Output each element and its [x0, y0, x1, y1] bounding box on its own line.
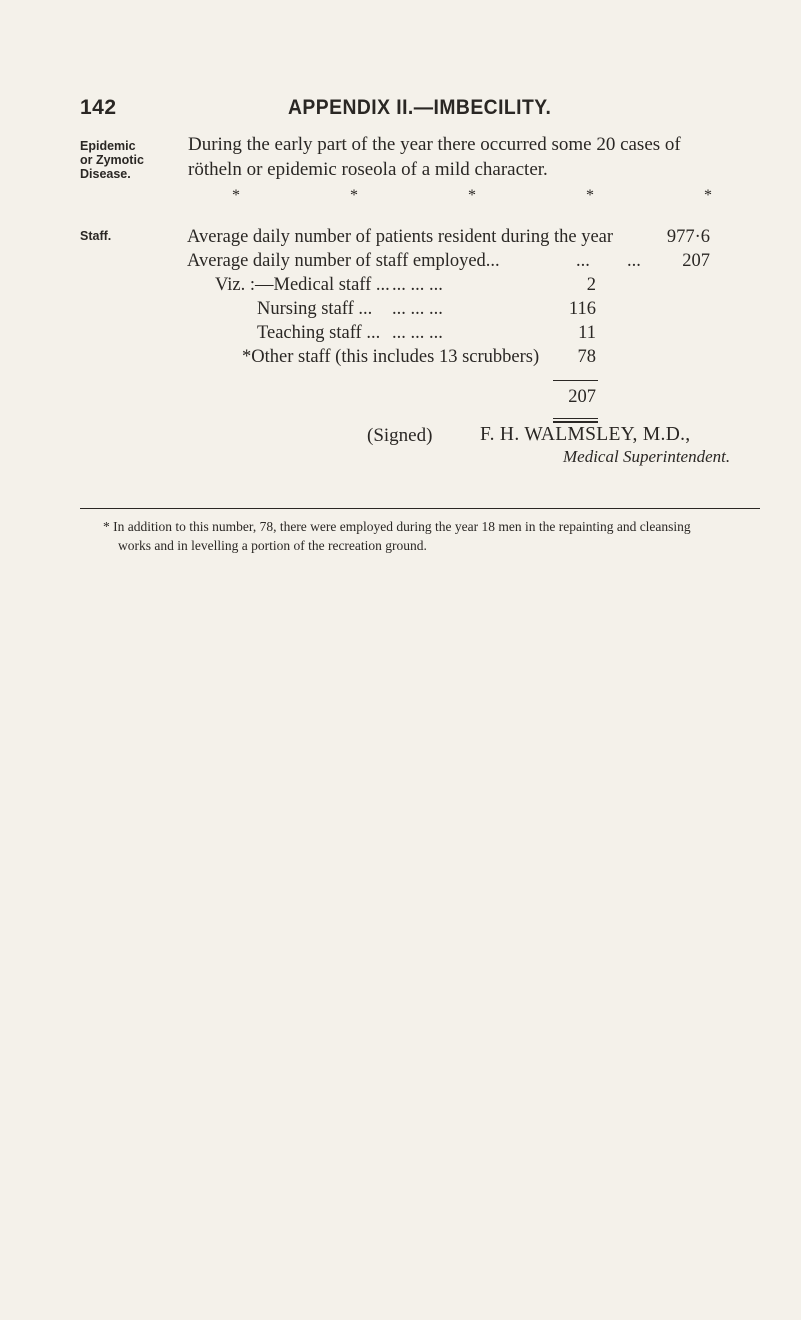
- staff-row-label: Nursing staff ...: [257, 299, 373, 319]
- margin-note-line: Disease.: [80, 167, 131, 181]
- staff-row-value: 116: [568, 299, 596, 319]
- page-number: 142: [80, 96, 117, 119]
- total-double-rule-top: [553, 418, 598, 419]
- asterisk: *: [350, 187, 358, 204]
- total-double-rule-bottom: [553, 421, 598, 423]
- staff-row-label: Viz. :—Medical staff ...: [215, 275, 390, 295]
- footnote-line-1: * In addition to this number, 78, there were employed during the year 18 men in the repainting and cleansing: [103, 519, 691, 534]
- patients-value: 977·6: [666, 227, 710, 247]
- staff-total: 207: [568, 387, 596, 407]
- paragraph-line-1: During the early part of the year there occurred some 20 cases of: [188, 134, 681, 155]
- asterisk: *: [468, 187, 476, 204]
- leader-dots: ... ... ...: [392, 275, 443, 295]
- margin-note-epidemic: [80, 139, 144, 181]
- staff-employed-label: Average daily number of staff employed...: [187, 251, 500, 271]
- leader-dots: ... ... ...: [392, 299, 443, 319]
- staff-row-value: 11: [578, 323, 596, 343]
- leader-dots: ... ... ...: [392, 323, 443, 343]
- asterisk: *: [704, 187, 712, 204]
- paragraph-line-2: rötheln or epidemic roseola of a mild character.: [188, 159, 548, 180]
- sum-rule: [553, 380, 598, 381]
- margin-note-line: Epidemic: [80, 139, 136, 153]
- margin-note-staff: Staff.: [80, 229, 112, 243]
- staff-row-label: *Other staff (this includes 13 scrubbers): [242, 347, 540, 367]
- staff-employed-value: 207: [682, 251, 710, 271]
- asterisk: *: [586, 187, 594, 204]
- leader-dots: ...: [576, 251, 590, 271]
- staff-row-value: 2: [586, 275, 596, 295]
- section-break-asterisks: [232, 187, 712, 205]
- leader-dots: ...: [627, 251, 641, 271]
- signed-label: (Signed): [367, 425, 433, 446]
- footnote-line-2: works and in levelling a portion of the recreation ground.: [118, 538, 427, 553]
- footnote-separator: [80, 508, 760, 509]
- running-head: APPENDIX II.—IMBECILITY.: [288, 96, 552, 119]
- signer-title: Medical Superintendent.: [563, 447, 731, 466]
- signer-name: F. H. WALMSLEY, M.D.,: [480, 424, 691, 445]
- asterisk: *: [232, 187, 240, 204]
- patients-label: Average daily number of patients resident during the year: [187, 227, 614, 247]
- staff-row-value: 78: [577, 347, 596, 367]
- staff-row-label: Teaching staff ...: [257, 323, 381, 343]
- margin-note-line: or Zymotic: [80, 153, 144, 167]
